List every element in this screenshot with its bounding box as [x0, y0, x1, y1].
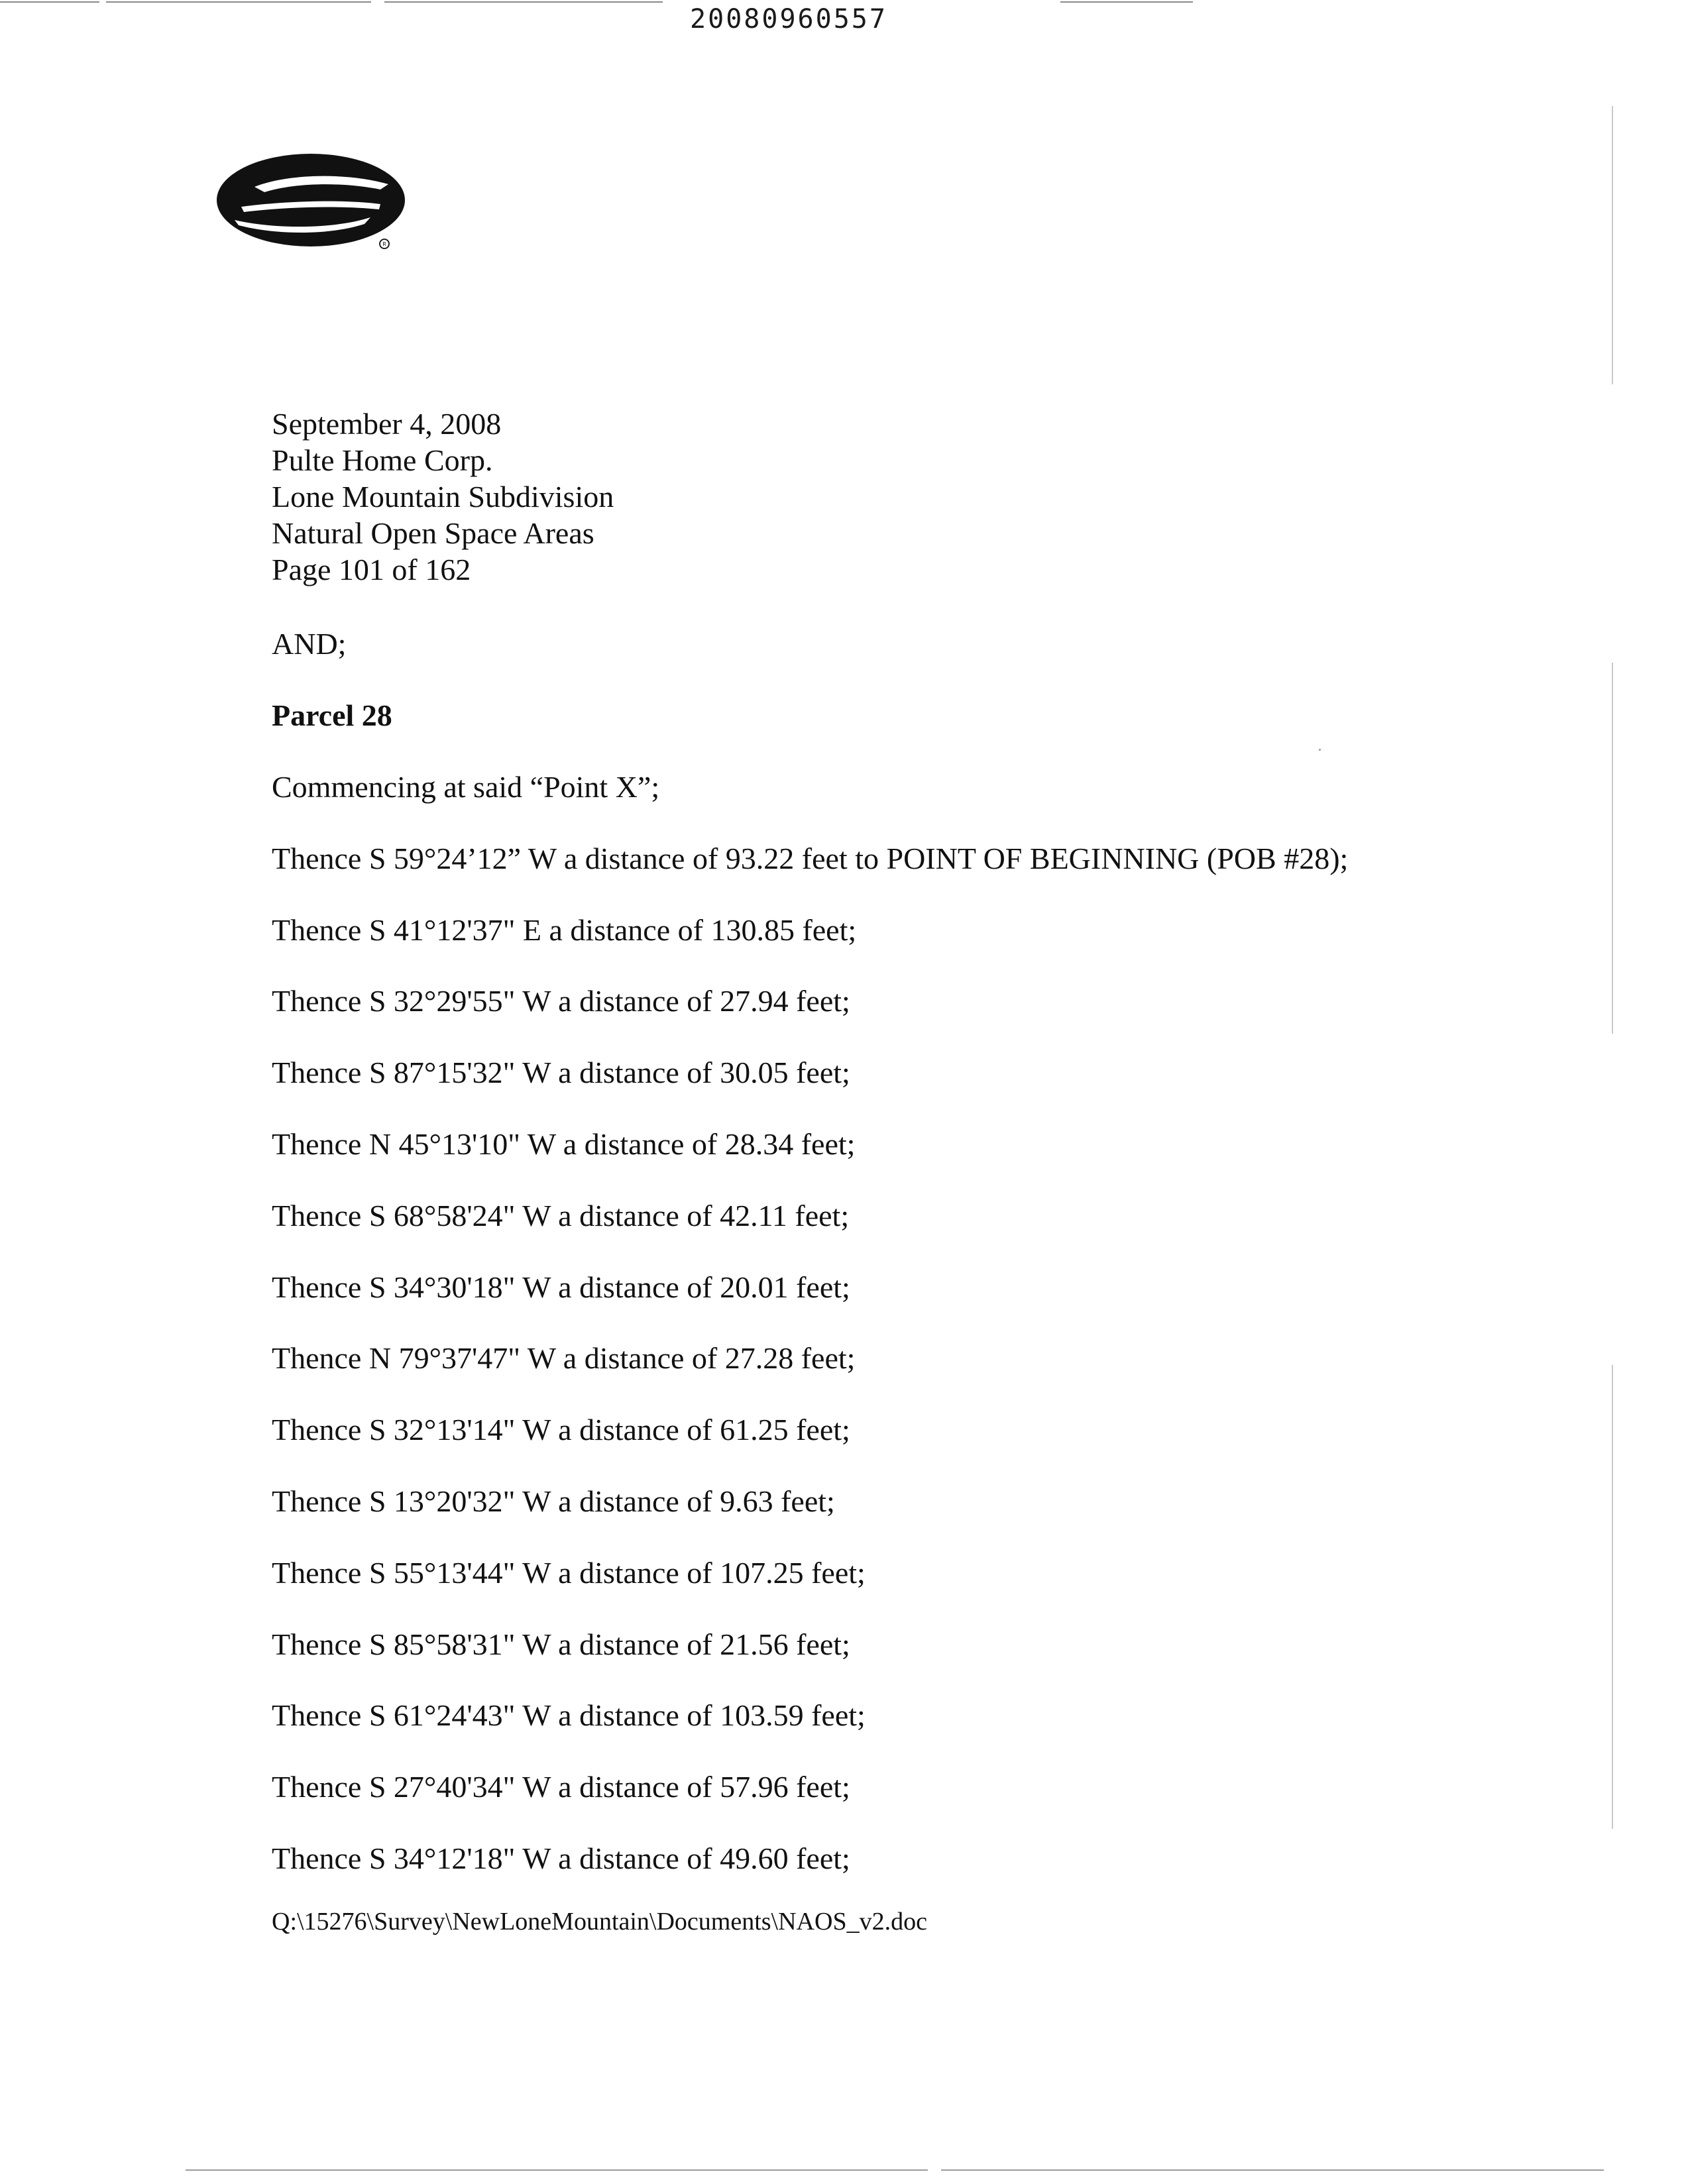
scan-edge-line [384, 1, 663, 3]
header-area: Natural Open Space Areas [272, 516, 594, 550]
course-line: Thence N 79°37'47" W a distance of 27.28 feet; [272, 1341, 856, 1375]
course-line: Thence S 34°30'18" W a distance of 20.01 feet; [272, 1270, 850, 1304]
connector-text: AND; [272, 627, 347, 661]
course-line: Thence S 59°24’12” W a distance of 93.22 feet to POINT OF BEGINNING (POB #28); [272, 842, 1349, 875]
course-line: Thence S 34°12'18" W a distance of 49.60 feet; [272, 1841, 850, 1875]
header-page-number: Page 101 of 162 [272, 553, 471, 586]
commencing-text: Commencing at said “Point X”; [272, 770, 660, 804]
scan-edge-line [1612, 663, 1613, 1034]
course-line: Thence S 27°40'34" W a distance of 57.96 feet; [272, 1770, 850, 1804]
course-line: Thence S 32°29'55" W a distance of 27.94 feet; [272, 984, 850, 1018]
course-line: Thence S 32°13'14" W a distance of 61.25 feet; [272, 1413, 850, 1447]
course-line: Thence N 45°13'10" W a distance of 28.34 feet; [272, 1127, 856, 1161]
document-header [272, 406, 614, 588]
course-line: Thence S 13°20'32" W a distance of 9.63 feet; [272, 1484, 835, 1518]
course-line: Thence S 61°24'43" W a distance of 103.59 feet; [272, 1698, 866, 1732]
header-date: September 4, 2008 [272, 407, 502, 441]
scan-edge-line [1612, 1365, 1613, 1829]
course-line: Thence S 55°13'44" W a distance of 107.25 feet; [272, 1556, 866, 1590]
parcel-title: Parcel 28 [272, 698, 392, 732]
course-line: Thence S 41°12'37" E a distance of 130.85 feet; [272, 913, 857, 947]
svg-text:R: R [382, 241, 386, 247]
header-company: Pulte Home Corp. [272, 443, 493, 477]
header-subdivision: Lone Mountain Subdivision [272, 480, 614, 514]
course-line: Thence S 68°58'24" W a distance of 42.11 feet; [272, 1199, 850, 1232]
scan-edge-line [941, 2169, 1604, 2171]
course-line: Thence S 87°15'32" W a distance of 30.05 feet; [272, 1056, 850, 1089]
scan-speck [1319, 749, 1321, 751]
course-line: Thence S 85°58'31" W a distance of 21.56 feet; [272, 1627, 850, 1661]
scan-edge-line [1612, 106, 1613, 384]
company-s-logo-icon [215, 146, 414, 258]
scan-edge-line [106, 1, 371, 3]
file-path-footer: Q:\15276\Survey\NewLoneMountain\Documents\NAOS_v2.doc [272, 1908, 927, 1936]
scan-edge-line [1060, 1, 1193, 3]
scan-edge-line [186, 2169, 928, 2171]
document-number: 20080960557 [690, 4, 887, 34]
scan-edge-line [0, 1, 99, 3]
